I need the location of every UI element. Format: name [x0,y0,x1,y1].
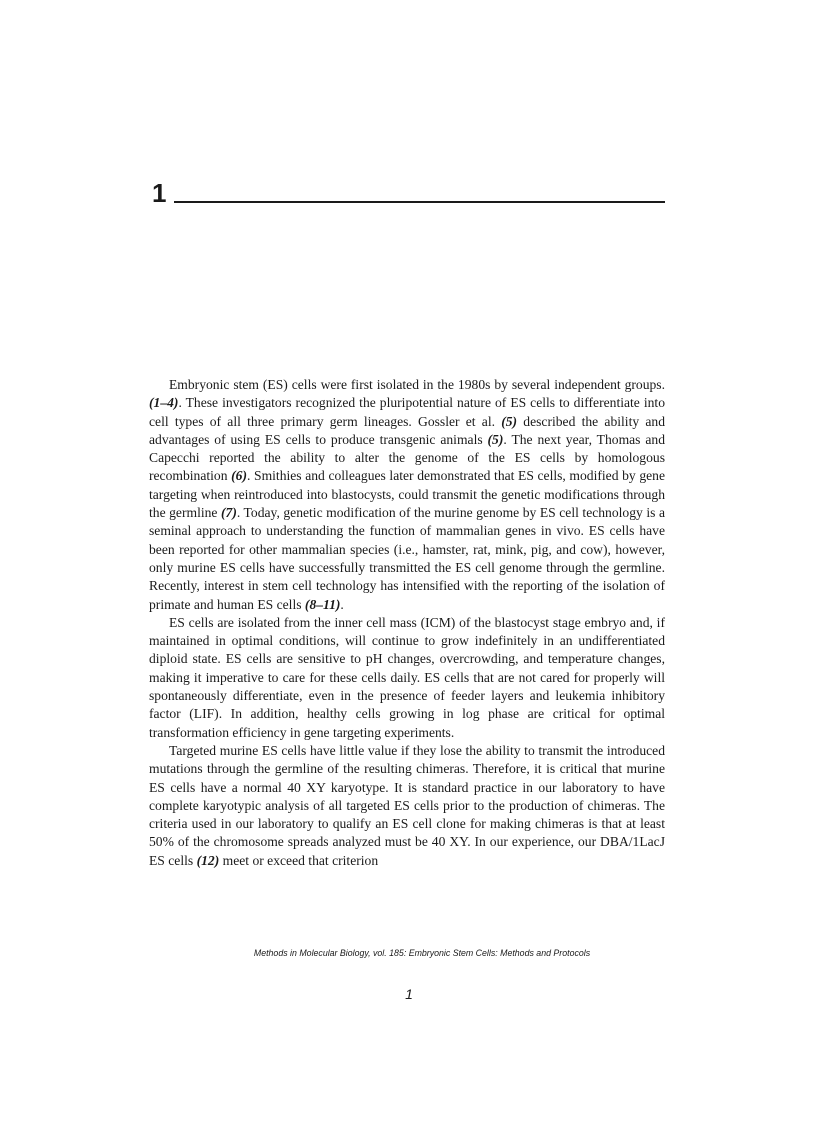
paragraph-text: described the ability and advantages of using ES cells to produce transgenic animals [149,413,665,447]
body-paragraph [149,742,665,870]
body-text [149,376,665,870]
paragraph-text: . Today, genetic modification of the murine genome by ES cell technology is a seminal approach to understanding the function of mammalian genes in vivo. ES cells have been reported for other mammalian species (i.e., hamster, rat, mink, pig, and cow), however, only murine ES cells have successfully transmitted the ES cell genome through the germline. Recently, interest in stem cell technology has intensified with the reporting of the isolation of primate and human ES cells [149,505,665,612]
paragraph-text: . These investigators recognized the pluripotential nature of ES cells to differentiate into cell types of all three primary germ lineages. Gossler et al. [149,395,665,429]
series-footnote: Methods in Molecular Biology, vol. 185: Embryonic Stem Cells: Methods and Protocols [253,948,591,958]
paragraph-text: meet or exceed that criterion [219,852,379,868]
citation-reference: (12) [196,852,220,868]
citation-reference: (5) [487,431,504,447]
chapter-heading [152,178,665,208]
citation-reference: (8–11) [304,596,341,612]
chapter-title-rule [174,201,665,203]
chapter-number: 1 [152,178,167,208]
citation-reference: (1–4) [149,395,179,411]
paragraph-text: . The next year, Thomas and Capecchi reported the ability to alter the genome of the ES cells by homologous recombination [149,431,665,484]
page-number: 1 [405,986,413,1002]
paragraph-text: ES cells are isolated from the inner cell mass (ICM) of the blastocyst stage embryo and, if maintained in optimal conditions, will continue to grow indefinitely in an undifferentiated diploid state. ES cells are sensitive to pH changes, overcrowding, and temperature changes, making it imperative to care for these cells daily. ES cells that are not cared for properly will spontaneously differentiate, even in the presence of feeder layers and leukemia inhibitory factor (LIF). In addition, healthy cells growing in log phase are critical for optimal transformation efficiency in gene targeting experiments. [149,614,665,740]
paragraph-text: . [340,596,344,612]
body-paragraph [149,376,665,614]
body-paragraph [149,614,665,742]
citation-reference: (5) [501,413,518,429]
citation-reference: (7) [221,505,237,521]
paragraph-text: Targeted murine ES cells have little value if they lose the ability to transmit the introduced mutations through the germline of the resulting chimeras. Therefore, it is critical that murine ES cells have a normal 40 XY karyotype. It is standard practice in our laboratory to have complete karyotypic analysis of all targeted ES cells prior to the production of chimeras. The criteria used in our laboratory to qualify an ES cell clone for making chimeras is that at least 50% of the chromosome spreads analyzed must be 40 XY. In our experience, our DBA/1LacJ ES cells [149,742,665,868]
citation-reference: (6) [231,468,247,484]
paragraph-text: . Smithies and colleagues later demonstrated that ES cells, modified by gene targeting when reintroduced into blastocysts, could transmit the genetic modifications through the germline [149,468,665,521]
paragraph-text: Embryonic stem (ES) cells were first isolated in the 1980s by several independent groups. [169,377,665,392]
